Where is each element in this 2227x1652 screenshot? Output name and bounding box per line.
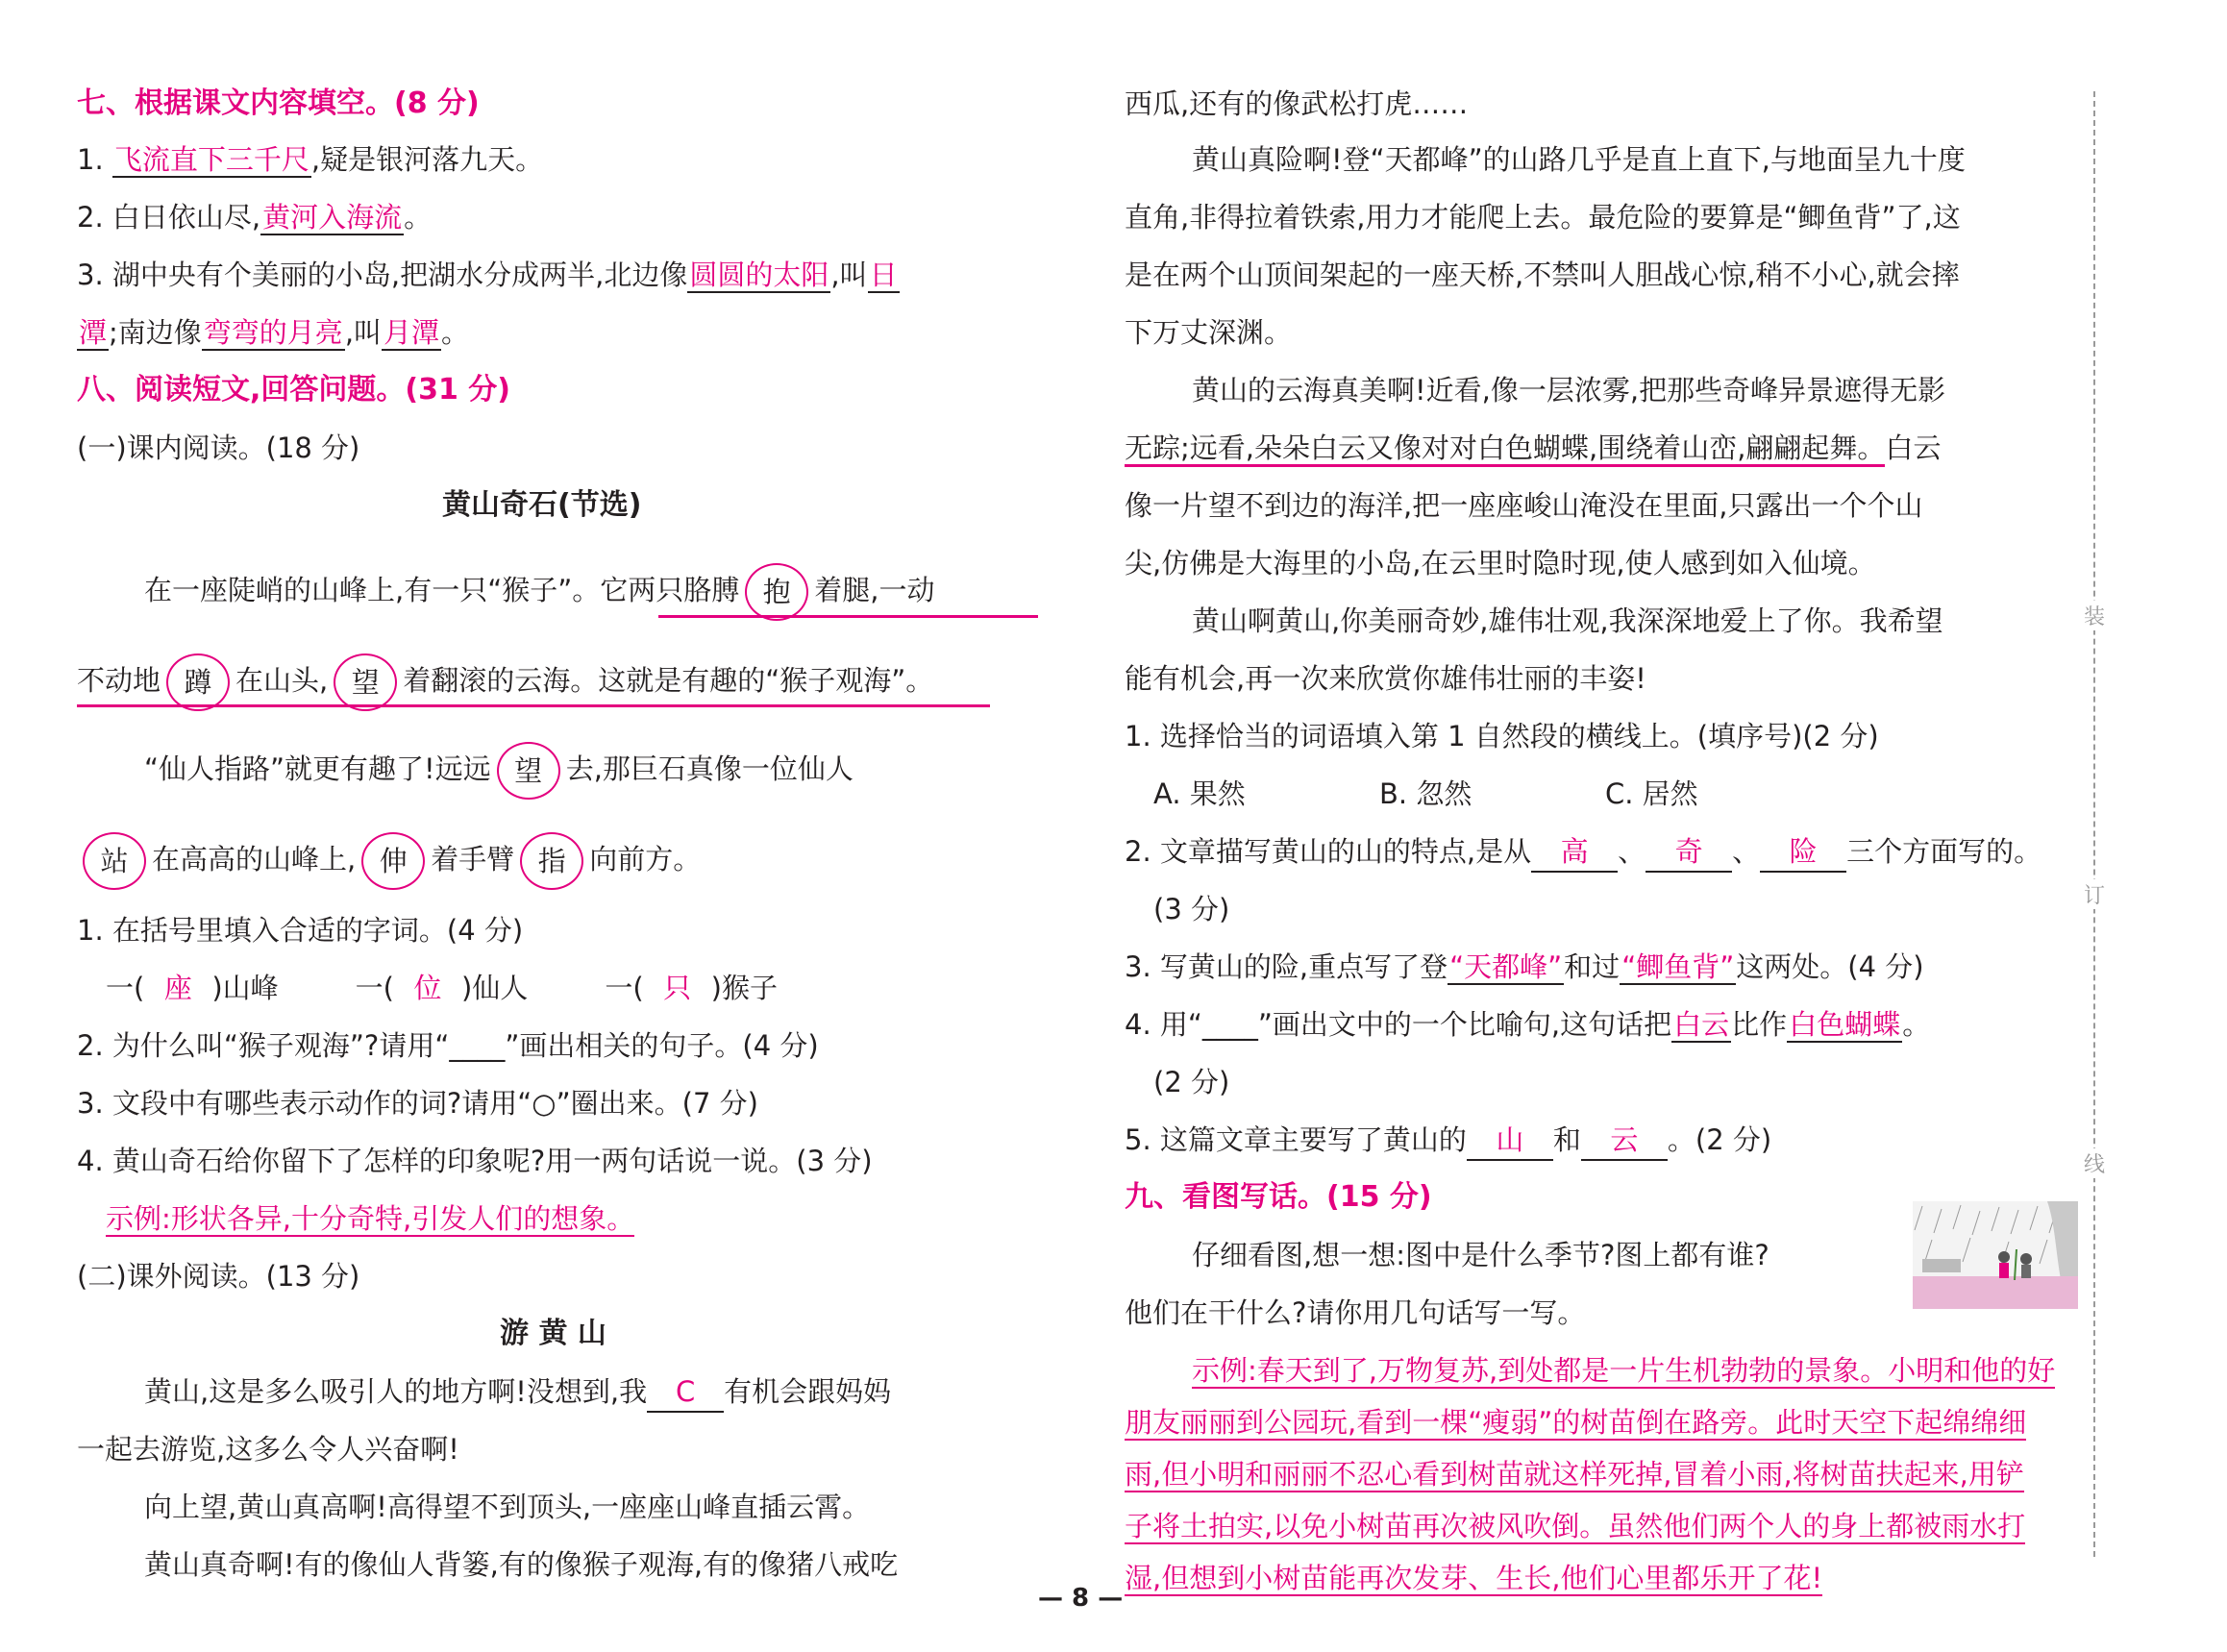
sentence-underline <box>77 704 990 707</box>
article-2-title: 游 黄 山 <box>500 1317 606 1350</box>
section-9-title: 九、看图写话。(15 分) <box>1125 1180 1432 1214</box>
q7-3-line2: 潭;南边像弯弯的月亮,叫月潭。 <box>79 316 470 349</box>
article-2-cont-11: 能有机会,再一次来欣赏你雄伟壮丽的丰姿! <box>1125 662 1646 695</box>
right-question-3: 3. 写黄山的险,重点写了登“天都峰”和过“鲫鱼背”这两处。(4 分) <box>1125 950 1924 983</box>
right-question-2-score: (3 分) <box>1153 893 1230 925</box>
article-1-line2: 不动地 蹲 在山头, 望 着翻滚的云海。这就是有趣的“猴子观海”。 <box>77 653 933 711</box>
page-number: — 8 — <box>1038 1584 1124 1613</box>
question-4-answer: 示例:形状各异,十分奇特,引发人们的想象。 <box>106 1202 635 1235</box>
section-7-title: 七、根据课文内容填空。(8 分) <box>77 86 480 120</box>
section-9-answer-2: 朋友丽丽到公园玩,看到一棵“瘦弱”的树苗倒在路旁。此时天空下起绵绵细 <box>1125 1406 2027 1439</box>
article-2-cont-10: 黄山啊黄山,你美丽奇妙,雄伟壮观,我深深地爱上了你。我希望 <box>1192 604 1943 637</box>
article-1-line4: 站 在高高的山峰上, 伸 着手臂 指 向前方。 <box>77 832 701 890</box>
q7-1: 1. 飞流直下三千尺,疑是银河落九天。 <box>77 143 544 176</box>
part-2-title: (二)课外阅读。(13 分) <box>77 1260 360 1293</box>
rain-park-illustration <box>1913 1201 2078 1309</box>
circled-word: 蹲 <box>166 653 230 711</box>
article-1-line1: 在一座陡峭的山峰上,有一只“猴子”。它两只胳膊 抱 着腿,一动 <box>144 563 935 621</box>
section-9-prompt-1: 仔细看图,想一想:图中是什么季节?图上都有谁? <box>1192 1239 1769 1271</box>
circled-word: 望 <box>497 742 560 800</box>
margin-char-1: 装 <box>2084 601 2105 630</box>
article-2-cont-8: 像一片望不到边的海洋,把一座座峻山淹没在里面,只露出一个个山 <box>1125 489 1923 522</box>
question-1-answers: 一( 座 )山峰 一( 位 )仙人 一( 只 )猴子 <box>106 972 778 1004</box>
q7-2-answer: 黄河入海流 <box>262 201 403 234</box>
article-2-line4: 黄山真奇啊!有的像仙人背篓,有的像猴子观海,有的像猪八戒吃 <box>144 1548 899 1581</box>
right-question-1-options: A. 果然 B. 忽然 C. 居然 <box>1153 777 1698 810</box>
article-2-cont-7: 无踪;远看,朵朵白云又像对对白色蝴蝶,围绕着山峦,翩翩起舞。白云 <box>1125 429 1941 467</box>
article-2-line3: 向上望,黄山真高啊!高得望不到顶头,一座座山峰直插云霄。 <box>144 1491 871 1523</box>
circled-word: 指 <box>520 832 583 890</box>
section-9-answer-5: 湿,但想到小树苗能再次发芽、生长,他们心里都乐开了花! <box>1125 1562 1823 1594</box>
article-2-cont-2: 黄山真险啊!登“天都峰”的山路几乎是直上直下,与地面呈九十度 <box>1192 143 1966 176</box>
section-9-answer-4: 子将土拍实,以免小树苗再次被风吹倒。虽然他们两个人的身上都被雨水打 <box>1125 1510 2026 1542</box>
article-1-title: 黄山奇石(节选) <box>442 488 642 522</box>
circled-word: 抱 <box>745 563 808 621</box>
right-question-5: 5. 这篇文章主要写了黄山的 山 和 云 。(2 分) <box>1125 1121 1771 1161</box>
question-1: 1. 在括号里填入合适的字词。(4 分) <box>77 914 524 947</box>
right-question-2: 2. 文章描写黄山的山的特点,是从 高 、 奇 、 险 三个方面写的。 <box>1125 832 2041 873</box>
part-1-title: (一)课内阅读。(18 分) <box>77 431 360 464</box>
article-2-cont-1: 西瓜,还有的像武松打虎…… <box>1125 87 1469 120</box>
circled-word: 站 <box>83 832 146 890</box>
right-question-4-score: (2 分) <box>1153 1066 1230 1098</box>
section-9-answer-1: 示例:春天到了,万物复苏,到处都是一片生机勃勃的景象。小明和他的好 <box>1192 1354 2056 1387</box>
article-2-cont-3: 直角,非得拉着铁索,用力才能爬上去。最危险的要算是“鲫鱼背”了,这 <box>1125 201 1961 234</box>
circled-word: 望 <box>334 653 397 711</box>
binding-line <box>2093 91 2095 1557</box>
question-3: 3. 文段中有哪些表示动作的词?请用“○”圈出来。(7 分) <box>77 1087 758 1120</box>
q7-2: 2. 白日依山尽,黄河入海流。 <box>77 201 433 234</box>
section-9-answer-3: 雨,但小明和丽丽不忍心看到树苗就这样死掉,冒着小雨,将树苗扶起来,用铲 <box>1125 1458 2024 1491</box>
margin-char-3: 线 <box>2084 1148 2105 1178</box>
article-2-cont-9: 尖,仿佛是大海里的小岛,在云里时隐时现,使人感到如入仙境。 <box>1125 547 1876 579</box>
article-2-line2: 一起去游览,这多么令人兴奋啊! <box>77 1433 459 1466</box>
q7-1-answer: 飞流直下三千尺 <box>113 143 309 176</box>
circled-word: 伸 <box>361 832 425 890</box>
simile-sentence: 远看,朵朵白云又像对对白色蝴蝶,围绕着山峦,翩翩起舞。 <box>1190 431 1886 467</box>
article-2-line1: 黄山,这是多么吸引人的地方啊!没想到,我 C 有机会跟妈妈 <box>144 1372 891 1413</box>
question-4: 4. 黄山奇石给你留下了怎样的印象呢?用一两句话说一说。(3 分) <box>77 1145 873 1177</box>
margin-char-2: 订 <box>2084 879 2105 909</box>
q7-3-line1: 3. 湖中央有个美丽的小岛,把湖水分成两半,北边像圆圆的太阳,叫日 <box>77 259 898 291</box>
article-2-cont-4: 是在两个山顶间架起的一座天桥,不禁叫人胆战心惊,稍不小心,就会摔 <box>1125 259 1960 291</box>
section-8-title: 八、阅读短文,回答问题。(31 分) <box>77 373 511 407</box>
article-2-cont-6: 黄山的云海真美啊!近看,像一层浓雾,把那些奇峰异景遮得无影 <box>1192 374 1946 407</box>
sentence-underline <box>658 615 1038 618</box>
article-2-cont-5: 下万丈深渊。 <box>1125 316 1293 349</box>
right-question-4: 4. 用“____”画出文中的一个比喻句,这句话把白云比作白色蝴蝶。 <box>1125 1008 1931 1041</box>
right-question-1: 1. 选择恰当的词语填入第 1 自然段的横线上。(填序号)(2 分) <box>1125 720 1879 752</box>
article-1-line3: “仙人指路”就更有趣了!远远 望 去,那巨石真像一位仙人 <box>144 742 854 800</box>
section-9-prompt-2: 他们在干什么?请你用几句话写一写。 <box>1125 1296 1586 1329</box>
answer-blank: C <box>647 1372 724 1413</box>
question-2: 2. 为什么叫“猴子观海”?请用“____”画出相关的句子。(4 分) <box>77 1029 819 1062</box>
